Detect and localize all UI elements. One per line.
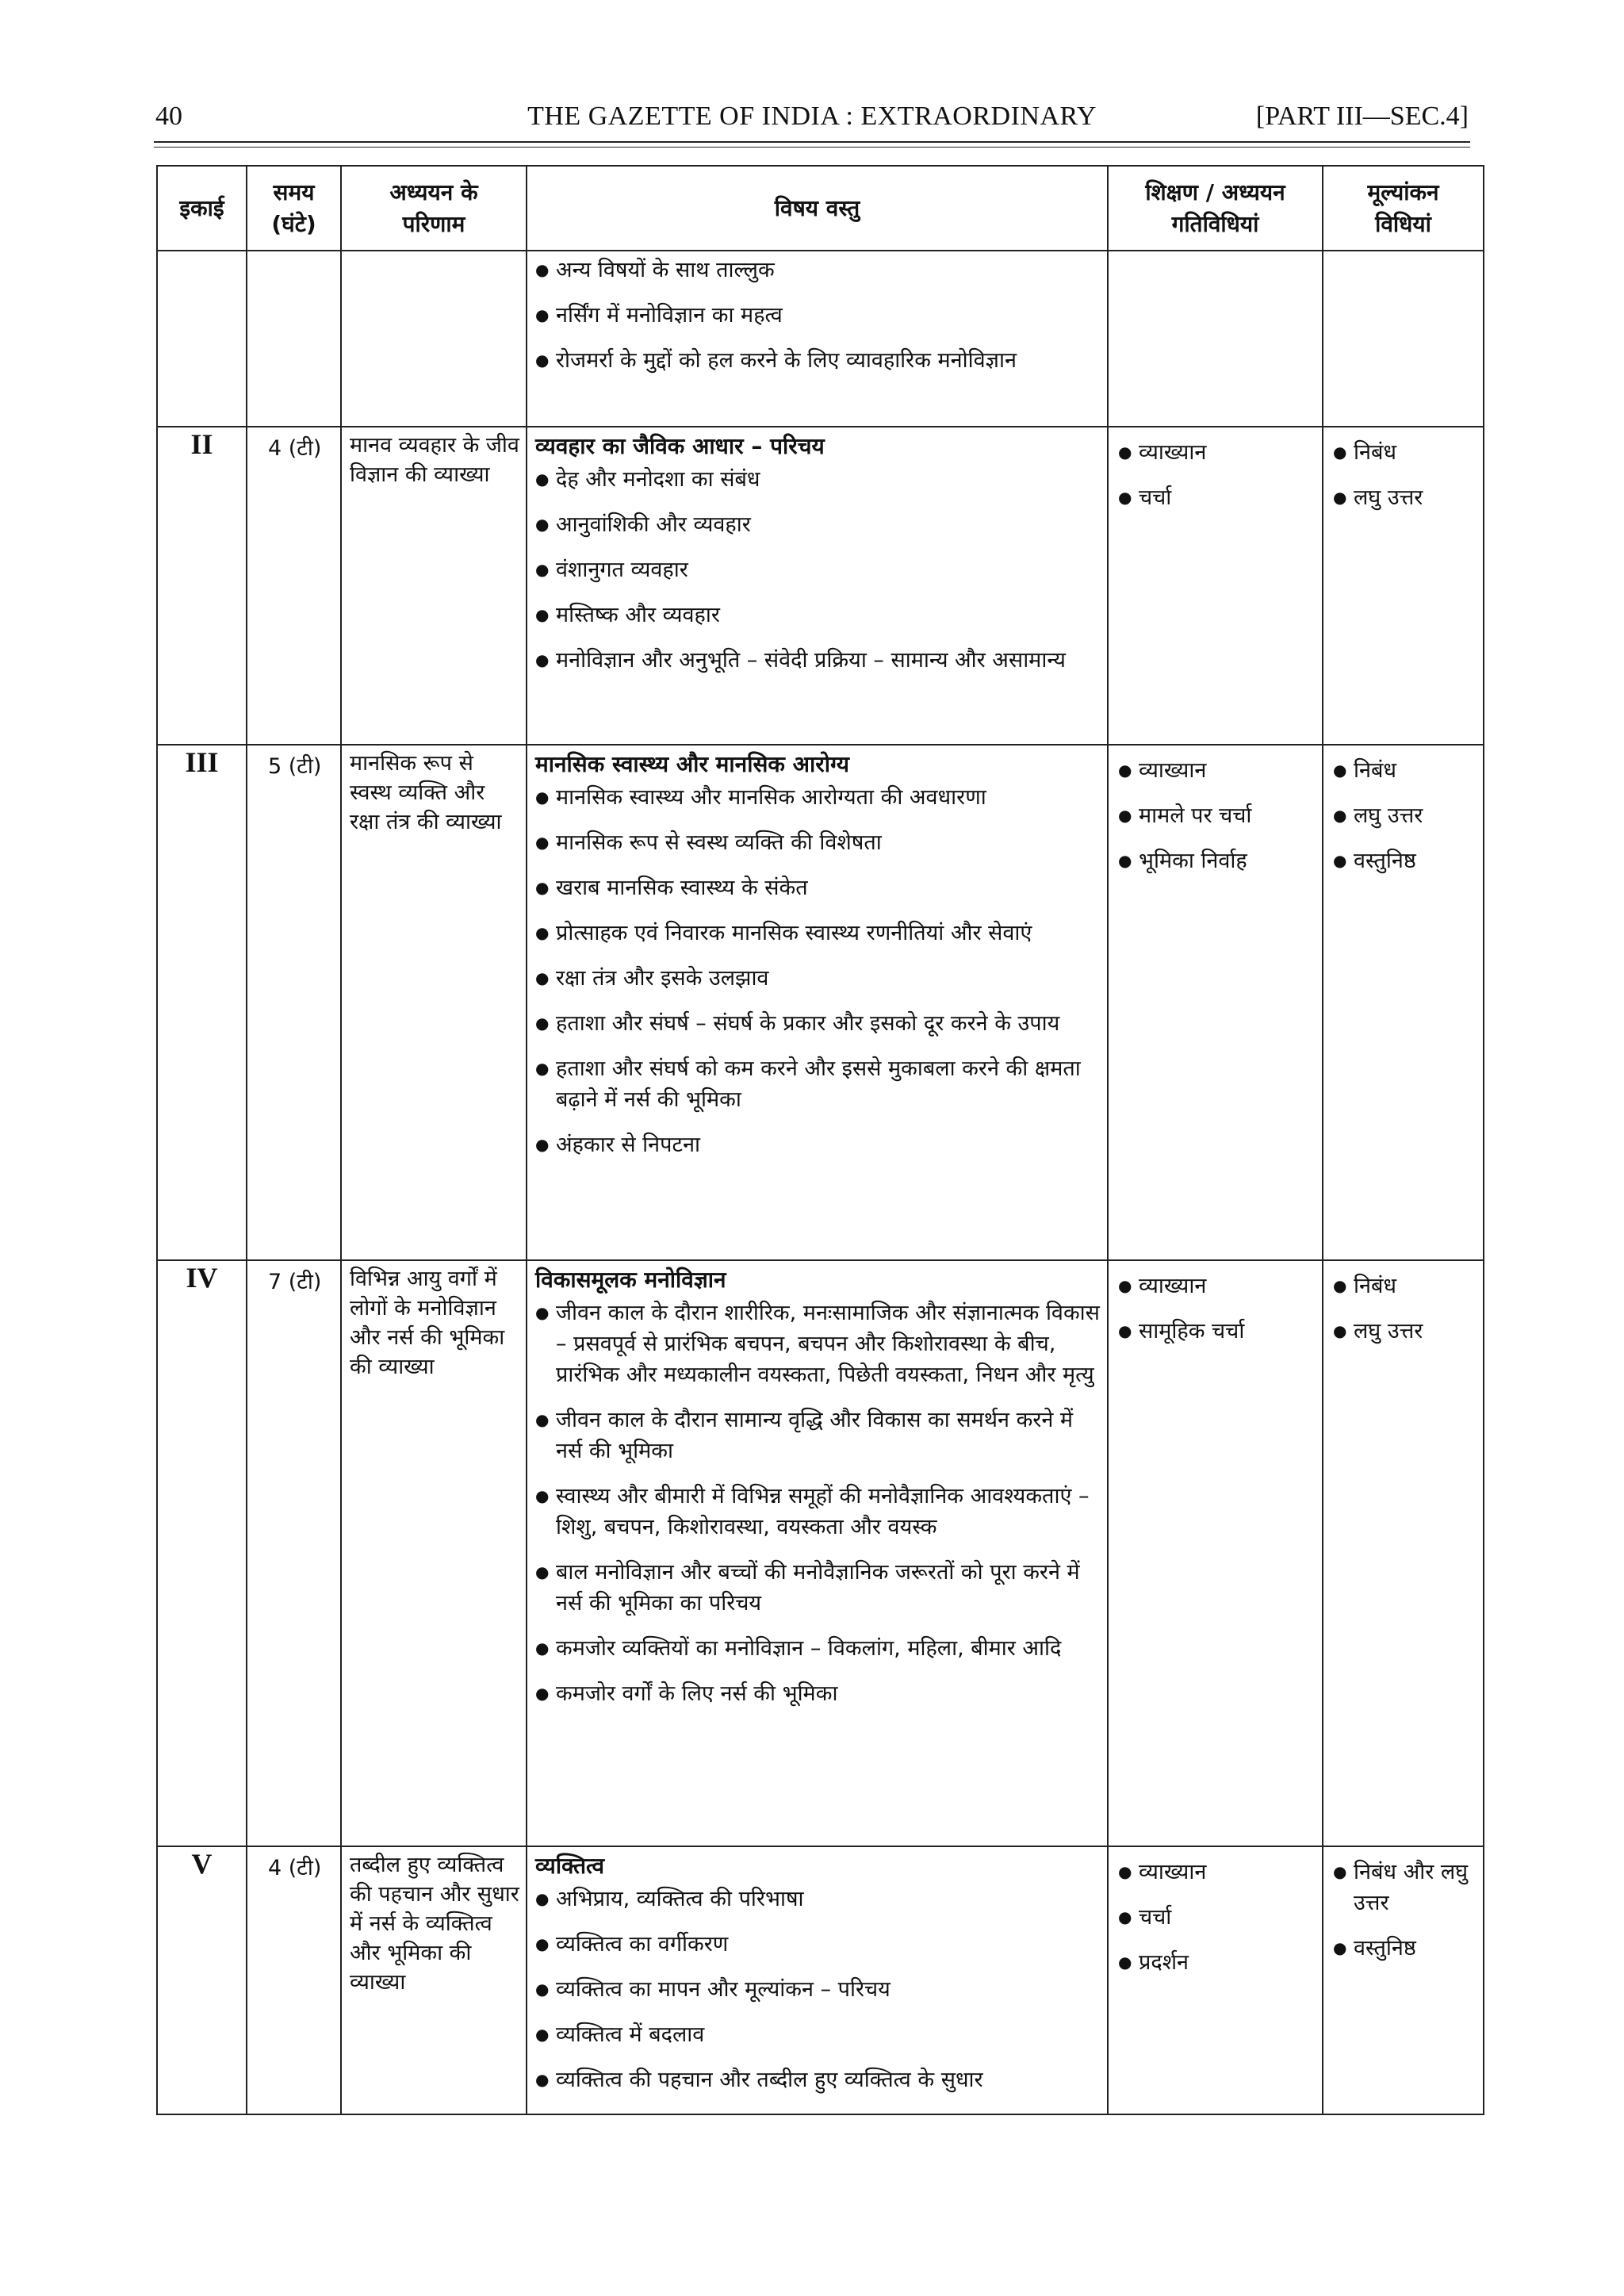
content-heading: विकासमूलक मनोविज्ञान [535, 1267, 726, 1293]
time-value: 4 (टी) [268, 1856, 322, 1880]
page-header [155, 95, 1469, 143]
content-item: ● कमजोर वर्गों के लिए नर्स की भूमिका [535, 1678, 1101, 1709]
evaluation-cell [1323, 251, 1484, 427]
content-item: ● मस्तिष्क और व्यवहार [535, 600, 1101, 631]
content-list [527, 427, 1107, 684]
time-value: 4 (टी) [268, 436, 322, 461]
activity-item: ● सामूहिक चर्चा [1118, 1316, 1316, 1347]
syllabus-table [156, 165, 1484, 2115]
time-value [247, 251, 340, 256]
content-heading: मानसिक स्वास्थ्य और मानसिक आरोग्य [535, 751, 850, 777]
content-cell [527, 427, 1108, 745]
page-number: 40 [155, 102, 182, 131]
content-item: ● नर्सिंग में मनोविज्ञान का महत्व [535, 300, 1101, 331]
activity-item: ● भूमिका निर्वाह [1118, 845, 1316, 876]
part-section: [PART III—SEC.4] [1255, 102, 1469, 131]
content-item: ● हताशा और संघर्ष – संघर्ष के प्रकार और इसको दूर करने के उपाय [535, 1008, 1101, 1039]
evaluation-cell [1323, 745, 1484, 1260]
unit-cell: IV [157, 1260, 247, 1846]
evaluation-list [1323, 251, 1483, 261]
content-item: ● हताशा और संघर्ष को कम करने और इससे मुकाबला करने की क्षमता बढ़ाने में नर्स की भूमिका [535, 1053, 1101, 1115]
outcome-text: मानसिक रूप से स्वस्थ व्यक्ति और रक्षा तंत्र की व्याख्या [350, 751, 502, 834]
evaluation-item: ● निबंध [1333, 755, 1477, 786]
table-header-row [157, 166, 1484, 251]
gazette-title: THE GAZETTE OF INDIA : EXTRAORDINARY [527, 102, 1097, 131]
activity-item: ● प्रदर्शन [1118, 1947, 1316, 1978]
activities-list [1109, 1261, 1322, 1347]
unit-cell: V [157, 1846, 247, 2114]
content-item: ● व्यक्तित्व का वर्गीकरण [535, 1929, 1101, 1960]
content-item: ● वंशानुगत व्यवहार [535, 554, 1101, 585]
outcome-cell [341, 1260, 527, 1846]
activity-item: ● मामले पर चर्चा [1118, 800, 1316, 831]
activities-list [1109, 427, 1322, 513]
evaluation-cell [1323, 1260, 1484, 1846]
content-item: ● व्यक्तित्व की पहचान और तब्दील हुए व्यक्तित्व के सुधार [535, 2064, 1101, 2095]
header-evaluation: मूल्यांकन विधियां [1323, 166, 1484, 251]
header-rule-thin [154, 147, 1470, 148]
content-cell [527, 251, 1108, 427]
evaluation-list [1323, 427, 1483, 513]
content-item: ● रक्षा तंत्र और इसके उलझाव [535, 963, 1101, 994]
evaluation-item: ● लघु उत्तर [1333, 1316, 1477, 1347]
activity-item: ● व्याख्यान [1118, 1857, 1316, 1888]
table-row [157, 251, 1484, 427]
table-row [157, 1260, 1484, 1846]
evaluation-cell [1323, 427, 1484, 745]
activities-list [1109, 251, 1322, 261]
content-item: ● अन्य विषयों के साथ ताल्लुक [535, 255, 1101, 286]
content-item: ● जीवन काल के दौरान सामान्य वृद्धि और विकास का समर्थन करने में नर्स की भूमिका [535, 1405, 1101, 1466]
activities-cell [1108, 1846, 1323, 2114]
outcome-cell [341, 1846, 527, 2114]
content-item: ● व्यक्तित्व में बदलाव [535, 2019, 1101, 2050]
table-row [157, 745, 1484, 1260]
content-item: ● स्वास्थ्य और बीमारी में विभिन्न समूहों की मनोवैज्ञानिक आवश्यकताएं – शिशु, बचपन, किशोरावस्था, वयस्कता और वयस्क [535, 1481, 1101, 1543]
activity-item: ● व्याख्यान [1118, 437, 1316, 468]
content-item: ● रोजमर्रा के मुद्दों को हल करने के लिए व्यावहारिक मनोविज्ञान [535, 345, 1101, 376]
time-cell [247, 1260, 341, 1846]
unit-cell [157, 251, 247, 427]
header-time: समय (घंटे) [247, 166, 341, 251]
content-cell [527, 1260, 1108, 1846]
outcome-text [342, 251, 526, 255]
content-heading: व्यक्तित्व [535, 1853, 605, 1879]
time-value: 7 (टी) [268, 1270, 322, 1294]
table-row [157, 1846, 1484, 2114]
activities-list [1109, 1847, 1322, 1978]
content-item: ● आनुवांशिकी और व्यवहार [535, 509, 1101, 540]
activity-item: ● चर्चा [1118, 1902, 1316, 1933]
activity-item: ● व्याख्यान [1118, 755, 1316, 786]
activities-cell [1108, 1260, 1323, 1846]
content-item: ● देह और मनोदशा का संबंध [535, 464, 1101, 495]
time-cell [247, 251, 341, 427]
table-row [157, 427, 1484, 745]
content-item: ● प्रोत्साहक एवं निवारक मानसिक स्वास्थ्य रणनीतियां और सेवाएं [535, 918, 1101, 949]
evaluation-item: ● वस्तुनिष्ठ [1333, 845, 1477, 876]
evaluation-list [1323, 746, 1483, 876]
content-list [527, 1261, 1107, 1717]
outcome-cell [341, 745, 527, 1260]
content-item: ● अंहकार से निपटना [535, 1129, 1101, 1160]
header-unit: इकाई [157, 166, 247, 251]
unit-cell: II [157, 427, 247, 745]
evaluation-cell [1323, 1846, 1484, 2114]
content-item: ● खराब मानसिक स्वास्थ्य के संकेत [535, 872, 1101, 903]
activities-cell [1108, 745, 1323, 1260]
content-item: ● मानसिक रूप से स्वस्थ व्यक्ति की विशेषता [535, 827, 1101, 858]
content-cell [527, 745, 1108, 1260]
content-item: ● जीवन काल के दौरान शारीरिक, मनःसामाजिक और संज्ञानात्मक विकास – प्रसवपूर्व से प्रारंभिक बचपन, बचपन और किशोरावस्था के बीच, प्रारंभिक और मध्यकालीन वयस्कता, पिछेती वयस्कता, निधन और मृत्यु [535, 1297, 1101, 1390]
content-item: ● मानसिक स्वास्थ्य और मानसिक आरोग्यता की अवधारणा [535, 782, 1101, 813]
evaluation-list [1323, 1261, 1483, 1347]
outcome-text: तब्दील हुए व्यक्तित्व की पहचान और सुधार में नर्स के व्यक्तित्व और भूमिका की व्याख्या [350, 1853, 519, 1995]
unit-cell: III [157, 745, 247, 1260]
header-rule [154, 141, 1470, 143]
content-heading: व्यवहार का जैविक आधार – परिचय [535, 433, 825, 459]
outcome-cell [341, 427, 527, 745]
header-outcome: अध्ययन के परिणाम [341, 166, 527, 251]
activities-cell [1108, 427, 1323, 745]
outcome-text: मानव व्यवहार के जीव विज्ञान की व्याख्या [350, 433, 519, 487]
evaluation-item: ● लघु उत्तर [1333, 800, 1477, 831]
evaluation-item: ● निबंध और लघु उत्तर [1333, 1857, 1477, 1918]
content-item: ● अभिप्राय, व्यक्तित्व की परिभाषा [535, 1884, 1101, 1915]
activity-item: ● व्याख्यान [1118, 1271, 1316, 1301]
evaluation-item: ● लघु उत्तर [1333, 482, 1477, 513]
content-item: ● व्यक्तित्व का मापन और मूल्यांकन – परिचय [535, 1974, 1101, 2005]
content-cell [527, 1846, 1108, 2114]
time-cell [247, 1846, 341, 2114]
evaluation-item: ● वस्तुनिष्ठ [1333, 1933, 1477, 1964]
content-list [527, 251, 1107, 384]
header-content: विषय वस्तु [527, 166, 1108, 251]
evaluation-item: ● निबंध [1333, 437, 1477, 468]
outcome-cell [341, 251, 527, 427]
activity-item: ● चर्चा [1118, 482, 1316, 513]
time-cell [247, 427, 341, 745]
header-activities: शिक्षण / अध्ययन गतिविधियां [1108, 166, 1323, 251]
evaluation-item: ● निबंध [1333, 1271, 1477, 1301]
content-item: ● मनोविज्ञान और अनुभूति – संवेदी प्रक्रिया – सामान्य और असामान्य [535, 645, 1101, 676]
content-list [527, 746, 1107, 1168]
content-list [527, 1847, 1107, 2103]
activities-cell [1108, 251, 1323, 427]
evaluation-list [1323, 1847, 1483, 1964]
outcome-text: विभिन्न आयु वर्गों में लोगों के मनोविज्ञान और नर्स की भूमिका की व्याख्या [350, 1267, 505, 1379]
activities-list [1109, 746, 1322, 876]
content-item: ● कमजोर व्यक्तियों का मनोविज्ञान – विकलांग, महिला, बीमार आदि [535, 1633, 1101, 1664]
time-cell [247, 745, 341, 1260]
time-value: 5 (टी) [268, 754, 322, 779]
content-item: ● बाल मनोविज्ञान और बच्चों की मनोवैज्ञानिक जरूरतों को पूरा करने में नर्स की भूमिका का परिचय [535, 1557, 1101, 1619]
